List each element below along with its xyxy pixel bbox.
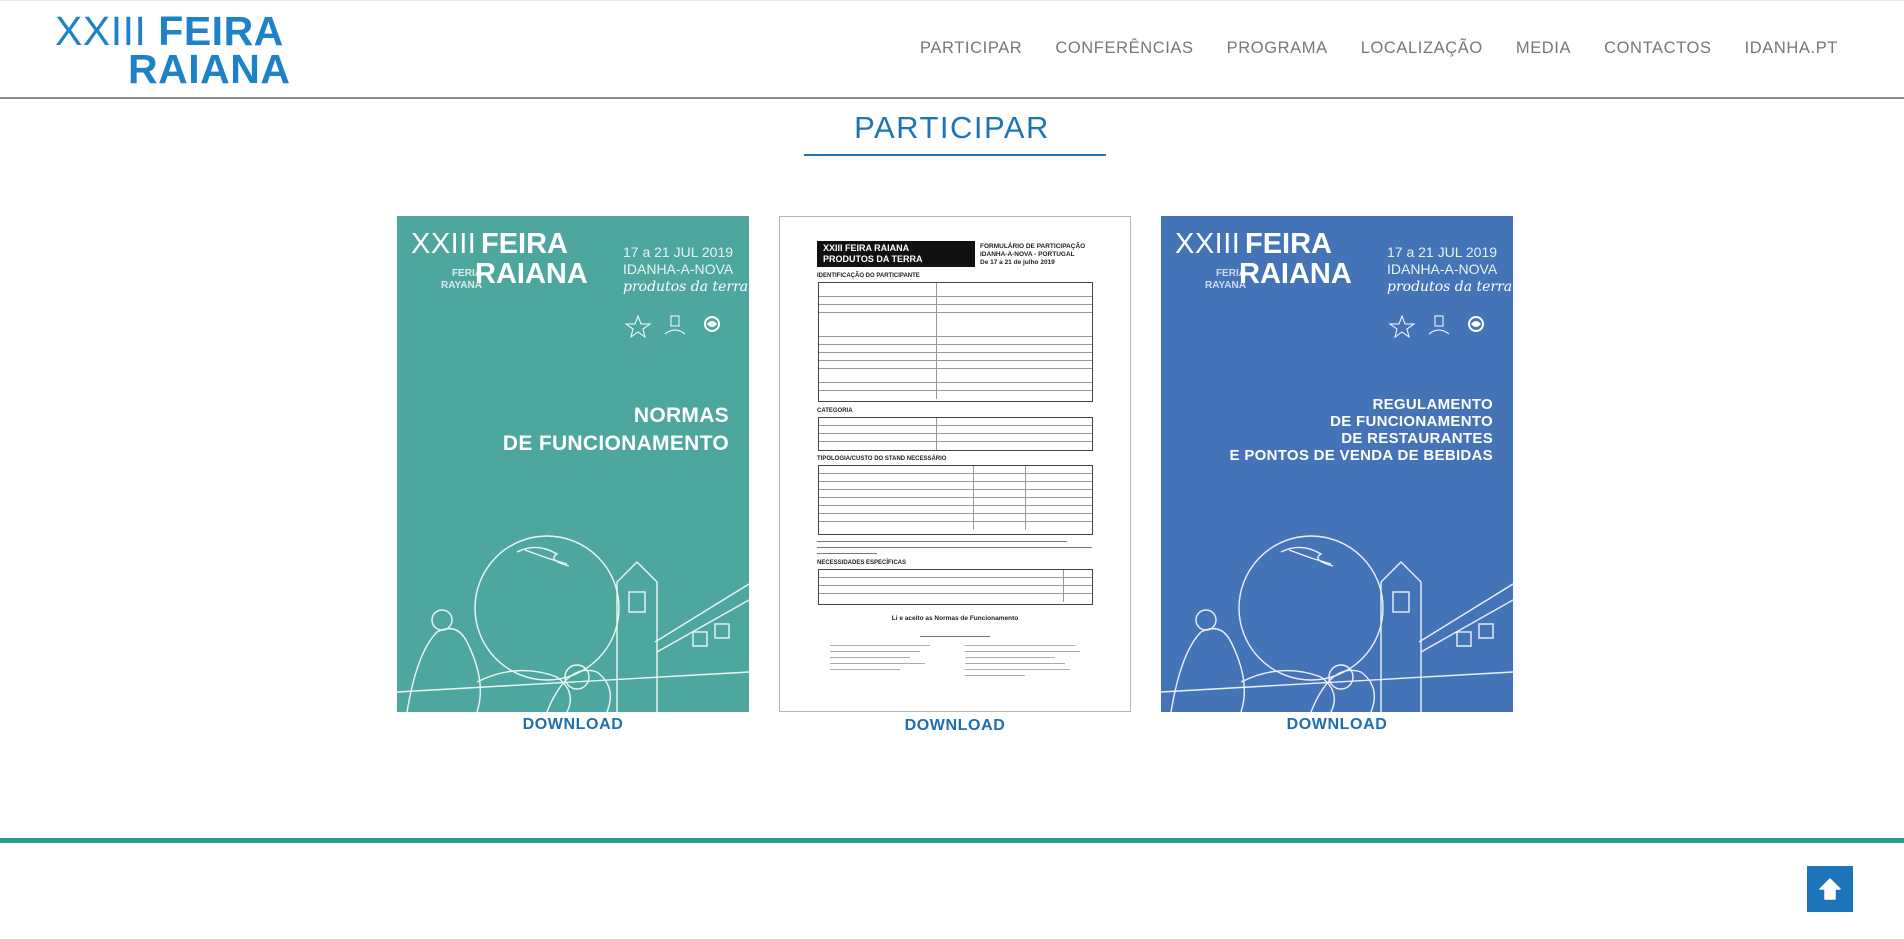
form-footer-line (830, 657, 910, 658)
download-formulario-button[interactable]: DOWNLOAD (904, 717, 1006, 734)
poster-illustration-icon (1161, 512, 1513, 712)
sponsor-logo-icon (1461, 314, 1491, 338)
nav-idanha-pt[interactable]: IDANHA.PT (1744, 39, 1838, 57)
logo-xxiii: XXIII (55, 8, 147, 54)
form-section-identificacao: IDENTIFICAÇÃO DO PARTICIPANTE (817, 273, 920, 279)
poster-feira: FEIRA (1245, 228, 1332, 260)
poster-tagline: produtos da terra (1387, 279, 1513, 295)
nav-media[interactable]: MEDIA (1515, 39, 1572, 57)
nav-programa[interactable]: PROGRAMA (1226, 39, 1328, 57)
sponsor-logo-icon (1427, 314, 1451, 338)
site-logo[interactable] (55, 8, 325, 92)
poster-illustration-icon (397, 512, 749, 712)
sponsor-logo-icon (663, 314, 687, 338)
poster-date: 17 a 21 JUL 2019 IDANHA-A-NOVA (623, 244, 734, 277)
footer-divider (0, 838, 1904, 843)
form-table-tipologia (818, 465, 1093, 535)
form-signature-line (920, 636, 990, 637)
download-normas-button[interactable]: DOWNLOAD (522, 716, 624, 733)
nav-participar[interactable]: PARTICIPAR (920, 39, 1023, 57)
form-table-identificacao (818, 282, 1093, 402)
poster-feira: FEIRA (481, 228, 568, 260)
nav-contactos[interactable]: CONTACTOS (1604, 39, 1712, 57)
form-subtitle: FORMULÁRIO DE PARTICIPAÇÃO IDANHA-A-NOVA - PORTUGAL De 17 a 21 de julho 2019 (980, 243, 1086, 266)
poster-feria-rayana: FERIA RAYANA (441, 268, 482, 291)
poster-xxiii: XXIII (1175, 228, 1241, 260)
poster-regulamento-restaurantes[interactable] (1161, 216, 1513, 712)
title-underline (804, 154, 1106, 156)
download-regulamento-button[interactable]: DOWNLOAD (1286, 716, 1388, 733)
form-footer-line (965, 645, 1075, 646)
form-title: XXIII FEIRA RAIANA PRODUTOS DA TERRA (817, 241, 975, 267)
sponsor-logos (623, 314, 727, 338)
form-footer-line (965, 675, 1025, 676)
form-notes-line (817, 547, 1092, 548)
form-footer-line (965, 651, 1080, 652)
sponsor-logo-icon (697, 314, 727, 338)
poster-xxiii: XXIII (411, 228, 477, 260)
form-section-necessidades: NECESSIDADES ESPECÍFICAS (817, 560, 907, 566)
poster-raiana: RAIANA (1239, 258, 1352, 290)
poster-formulario-participacao[interactable] (779, 216, 1131, 712)
sponsor-logo-icon (1387, 314, 1417, 338)
poster-normas-funcionamento[interactable] (397, 216, 749, 712)
form-footer-line (965, 663, 1065, 664)
site-header (0, 0, 1904, 99)
form-section-tipologia: TIPOLOGIA/CUSTO DO STAND NECESSÁRIO (817, 456, 947, 462)
form-section-categoria: CATEGORIA (817, 408, 853, 414)
poster-tagline: produtos da terra (623, 279, 749, 295)
form-footer-line (830, 669, 900, 670)
sponsor-logo-icon (623, 314, 653, 338)
form-notes-line (817, 541, 1067, 542)
form-footer-line (965, 657, 1055, 658)
form-footer-line (830, 645, 930, 646)
form-footer-line (830, 663, 925, 664)
poster-title: REGULAMENTO DE FUNCIONAMENTO DE RESTAURANTES E PONTOS DE VENDA DE BEBIDAS (1229, 396, 1493, 464)
logo-feira: FEIRA (158, 8, 284, 54)
main-nav (887, 39, 1838, 58)
logo-raiana: RAIANA (128, 46, 291, 92)
poster-raiana: RAIANA (475, 258, 588, 290)
page-title: PARTICIPAR (854, 110, 1050, 145)
form-table-categoria (818, 417, 1093, 451)
nav-conferencias[interactable]: CONFERÊNCIAS (1055, 39, 1194, 57)
nav-localizacao[interactable]: LOCALIZAÇÃO (1360, 39, 1483, 57)
form-footer-line (965, 669, 1070, 670)
form-accept-text: Li e aceito as Normas de Funcionamento (891, 615, 1019, 622)
form-table-necessidades (818, 569, 1093, 605)
arrow-up-icon (1817, 876, 1843, 902)
back-to-top-button[interactable] (1807, 866, 1853, 912)
sponsor-logos (1387, 314, 1491, 338)
poster-date: 17 a 21 JUL 2019 IDANHA-A-NOVA (1387, 244, 1498, 277)
poster-title: NORMAS DE FUNCIONAMENTO (502, 404, 729, 455)
form-footer-line (830, 651, 920, 652)
participation-form-preview (780, 217, 1130, 711)
form-notes-line (817, 553, 877, 554)
poster-feria-rayana: FERIA RAYANA (1205, 268, 1246, 291)
